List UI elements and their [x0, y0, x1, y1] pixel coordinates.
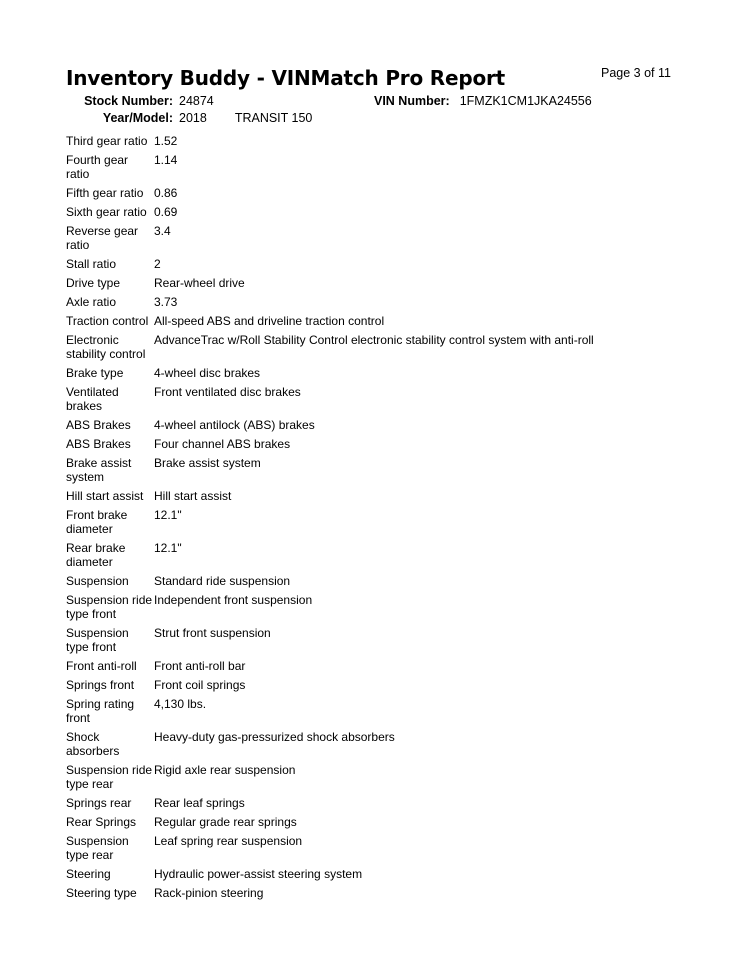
spec-value: 4,130 lbs.: [154, 697, 207, 711]
spec-row: [66, 506, 686, 539]
spec-row: [66, 383, 686, 416]
spec-row: [66, 884, 686, 903]
spec-row: [66, 865, 686, 884]
spec-value: 4-wheel disc brakes: [154, 366, 261, 380]
spec-label: Ventilated brakes: [66, 385, 119, 413]
spec-value: 12.1": [154, 541, 182, 555]
spec-label: Electronic stability control: [66, 333, 146, 361]
spec-label: Front anti-roll: [66, 659, 137, 673]
spec-label: Axle ratio: [66, 295, 117, 309]
spec-row: [66, 728, 686, 761]
spec-label: Drive type: [66, 276, 121, 290]
spec-value: Leaf spring rear suspension: [154, 834, 303, 848]
vin-number-field: [374, 94, 592, 108]
spec-row: [66, 657, 686, 676]
spec-row: [66, 591, 686, 624]
spec-label: Fifth gear ratio: [66, 186, 144, 200]
vin-number-value: 1FMZK1CM1JKA24556: [459, 94, 592, 108]
spec-table: [66, 132, 686, 903]
spec-label: Front brake diameter: [66, 508, 128, 536]
spec-row: [66, 624, 686, 657]
spec-label: Steering: [66, 867, 111, 881]
spec-label: Reverse gear ratio: [66, 224, 139, 252]
spec-row: [66, 813, 686, 832]
spec-label: Shock absorbers: [66, 730, 120, 758]
spec-value: Strut front suspension: [154, 626, 271, 640]
spec-row: [66, 132, 686, 151]
spec-value: Rack-pinion steering: [154, 886, 264, 900]
spec-row: [66, 487, 686, 506]
stock-number-field: [66, 94, 214, 108]
spec-row: [66, 572, 686, 591]
page-number: Page 3 of 11: [601, 66, 671, 80]
spec-row: [66, 203, 686, 222]
spec-label: Suspension type front: [66, 626, 129, 654]
spec-label: Suspension: [66, 574, 129, 588]
spec-value: 2: [154, 257, 161, 271]
spec-value: 0.86: [154, 186, 178, 200]
spec-label: Spring rating front: [66, 697, 135, 725]
spec-value: Front ventilated disc brakes: [154, 385, 301, 399]
spec-row: [66, 274, 686, 293]
spec-label: Suspension ride type front: [66, 593, 153, 621]
spec-row: [66, 151, 686, 184]
spec-value: Rigid axle rear suspension: [154, 763, 296, 777]
spec-value: Brake assist system: [154, 456, 261, 470]
spec-value: Hill start assist: [154, 489, 232, 503]
spec-row: [66, 364, 686, 383]
spec-row: [66, 331, 686, 364]
spec-row: [66, 293, 686, 312]
spec-row: [66, 539, 686, 572]
spec-value: AdvanceTrac w/Roll Stability Control electronic stability control system with anti-roll: [154, 333, 594, 347]
spec-value: All-speed ABS and driveline traction control: [154, 314, 385, 328]
spec-value: 0.69: [154, 205, 178, 219]
spec-table-body: [66, 132, 686, 903]
spec-value: Independent front suspension: [154, 593, 313, 607]
spec-label: Traction control: [66, 314, 149, 328]
spec-value: 3.73: [154, 295, 178, 309]
spec-label: ABS Brakes: [66, 437, 131, 451]
spec-value: Rear leaf springs: [154, 796, 245, 810]
year-value: 2018: [179, 111, 207, 125]
spec-row: [66, 312, 686, 331]
stock-number-label: Stock Number:: [84, 94, 173, 108]
spec-value: Four channel ABS brakes: [154, 437, 291, 451]
spec-value: Rear-wheel drive: [154, 276, 245, 290]
spec-label: Fourth gear ratio: [66, 153, 129, 181]
spec-value: 1.14: [154, 153, 178, 167]
spec-label: Sixth gear ratio: [66, 205, 147, 219]
spec-row: [66, 695, 686, 728]
spec-value: 1.52: [154, 134, 178, 148]
spec-row: [66, 255, 686, 274]
spec-value: Heavy-duty gas-pressurized shock absorbers: [154, 730, 395, 744]
spec-value: Front coil springs: [154, 678, 246, 692]
spec-label: Rear brake diameter: [66, 541, 126, 569]
spec-label: Suspension type rear: [66, 834, 129, 862]
year-model-label: Year/Model:: [102, 111, 173, 125]
spec-row: [66, 832, 686, 865]
spec-value: Standard ride suspension: [154, 574, 291, 588]
spec-label: Hill start assist: [66, 489, 144, 503]
vin-number-label: VIN Number:: [374, 94, 450, 108]
spec-row: [66, 222, 686, 255]
spec-label: Brake type: [66, 366, 124, 380]
stock-number-value: 24874: [179, 94, 214, 108]
spec-label: Third gear ratio: [66, 134, 148, 148]
report-title: Inventory Buddy - VINMatch Pro Report: [66, 66, 506, 90]
spec-label: Brake assist system: [66, 456, 132, 484]
spec-label: Rear Springs: [66, 815, 137, 829]
spec-label: ABS Brakes: [66, 418, 131, 432]
spec-row: [66, 676, 686, 695]
spec-value: 12.1": [154, 508, 182, 522]
spec-row: [66, 184, 686, 203]
spec-label: Stall ratio: [66, 257, 117, 271]
spec-value: Regular grade rear springs: [154, 815, 297, 829]
spec-label: Springs front: [66, 678, 135, 692]
spec-label: Springs rear: [66, 796, 132, 810]
spec-value: 4-wheel antilock (ABS) brakes: [154, 418, 315, 432]
spec-row: [66, 761, 686, 794]
spec-label: Suspension ride type rear: [66, 763, 153, 791]
spec-value: Front anti-roll bar: [154, 659, 246, 673]
spec-label: Steering type: [66, 886, 137, 900]
model-value: TRANSIT 150: [234, 111, 313, 125]
year-model-field: [66, 111, 312, 125]
spec-row: [66, 454, 686, 487]
spec-row: [66, 416, 686, 435]
spec-value: 3.4: [154, 224, 171, 238]
spec-row: [66, 794, 686, 813]
spec-row: [66, 435, 686, 454]
spec-value: Hydraulic power-assist steering system: [154, 867, 363, 881]
